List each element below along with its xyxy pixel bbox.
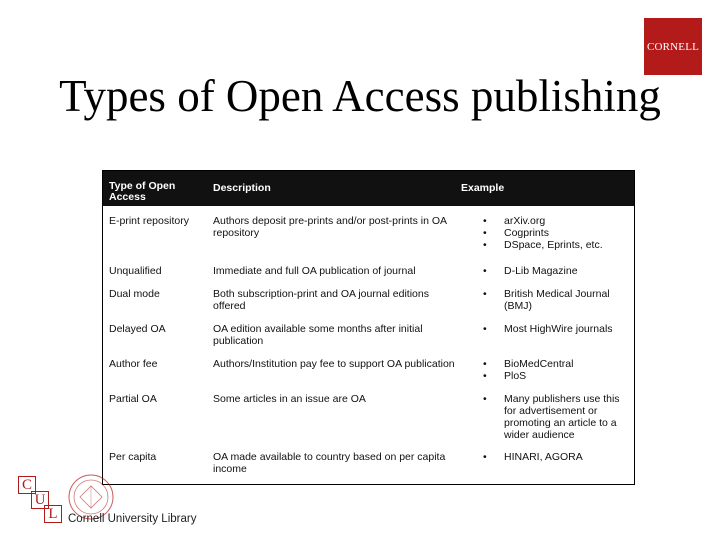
row-type: Per capita [109, 451, 157, 463]
example-item: • Many publishers use this for advertisement or promoting an article to a wider audience [483, 393, 623, 441]
cul-letter-l: L [44, 505, 62, 523]
header-example: Example [461, 182, 505, 194]
cornell-logo [644, 18, 702, 75]
row-description: Some articles in an issue are OA [213, 393, 366, 405]
row-examples [483, 451, 633, 463]
table-header [103, 171, 634, 206]
row-examples [483, 358, 633, 382]
cul-letter-c: C [18, 476, 36, 494]
slide-title: Types of Open Access publishing [59, 71, 661, 121]
example-item: • British Medical Journal (BMJ) [483, 288, 613, 312]
example-item: • BioMedCentral [483, 358, 633, 370]
row-type: Unqualified [109, 265, 162, 277]
example-item: • Most HighWire journals [483, 323, 633, 335]
row-description: Authors/Institution pay fee to support OA publication [213, 358, 455, 370]
oa-types-table [102, 170, 635, 485]
header-type: Type of Open Access [109, 180, 176, 203]
cul-footer-logo [18, 472, 208, 527]
row-examples [483, 288, 613, 312]
cul-library-name: Cornell University Library [68, 513, 197, 525]
header-description: Description [213, 182, 271, 194]
row-type: Delayed OA [109, 323, 166, 335]
row-examples [483, 323, 633, 335]
row-description: Authors deposit pre-prints and/or post-prints in OA repository [213, 215, 447, 239]
example-item: • D-Lib Magazine [483, 265, 633, 277]
example-item: • Cogprints [483, 227, 633, 239]
example-item: • PloS [483, 370, 633, 382]
example-item: • HINARI, AGORA [483, 451, 633, 463]
row-description: Immediate and full OA publication of journal [213, 265, 416, 277]
row-description: OA edition available some months after initial publication [213, 323, 423, 347]
row-description: Both subscription-print and OA journal editions offered [213, 288, 429, 312]
row-type: Dual mode [109, 288, 160, 300]
row-description: OA made available to country based on per capita income [213, 451, 446, 475]
example-item: • DSpace, Eprints, etc. [483, 239, 633, 251]
row-type: Partial OA [109, 393, 157, 405]
row-examples [483, 265, 633, 277]
row-type: E-print repository [109, 215, 189, 227]
cornell-logo-text: CORNELL [646, 40, 700, 53]
row-type: Author fee [109, 358, 158, 370]
example-item: • arXiv.org [483, 215, 633, 227]
row-examples [483, 393, 623, 441]
row-examples [483, 215, 633, 251]
cul-letter-u: U [31, 491, 49, 509]
